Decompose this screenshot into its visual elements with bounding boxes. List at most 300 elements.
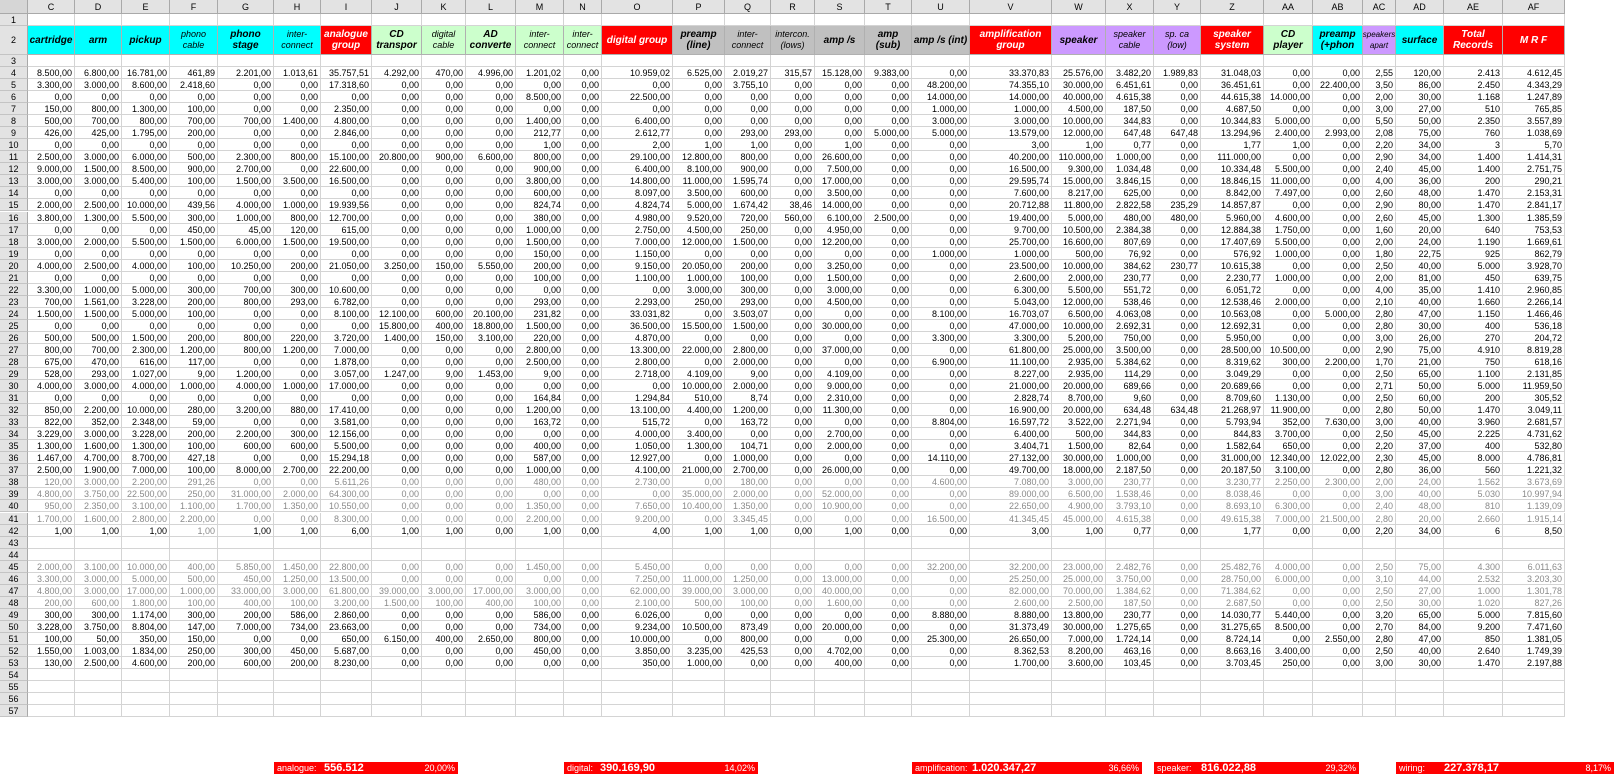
cell[interactable]: 30.000,00 bbox=[1052, 452, 1106, 464]
cell[interactable] bbox=[75, 681, 122, 693]
cell[interactable] bbox=[1106, 14, 1154, 26]
cell[interactable] bbox=[564, 669, 602, 681]
cell[interactable] bbox=[725, 549, 771, 561]
cell[interactable] bbox=[1313, 549, 1363, 561]
cell[interactable]: 8.663,16 bbox=[1201, 645, 1264, 657]
cell[interactable]: 0,00 bbox=[564, 139, 602, 151]
cell[interactable]: 10.563,08 bbox=[1201, 308, 1264, 320]
cell[interactable]: 15.294,18 bbox=[321, 452, 372, 464]
cell[interactable]: 2.300,00 bbox=[218, 151, 274, 163]
cell[interactable]: 100,00 bbox=[170, 308, 218, 320]
cell[interactable]: 5.043,00 bbox=[970, 296, 1052, 308]
cell[interactable]: 48,00 bbox=[1396, 500, 1444, 512]
row-header[interactable]: 34 bbox=[0, 428, 28, 440]
cell[interactable] bbox=[516, 537, 564, 549]
cell[interactable]: 0,00 bbox=[372, 163, 422, 175]
cell[interactable]: 2.640 bbox=[1444, 645, 1503, 657]
cell[interactable]: 0,00 bbox=[422, 79, 466, 91]
cell[interactable]: 0,00 bbox=[1264, 525, 1313, 537]
cell[interactable]: 3.228,00 bbox=[28, 621, 75, 633]
cell[interactable] bbox=[516, 55, 564, 67]
row-header[interactable]: 17 bbox=[0, 224, 28, 236]
cell[interactable]: 3.000,00 bbox=[75, 585, 122, 597]
row-header[interactable]: 2 bbox=[0, 26, 28, 55]
cell[interactable]: 3.250,00 bbox=[815, 260, 865, 272]
cell[interactable]: 31.275,65 bbox=[1201, 621, 1264, 633]
cell[interactable]: 2.993,00 bbox=[1313, 127, 1363, 139]
cell[interactable]: 1.470 bbox=[1444, 404, 1503, 416]
cell[interactable] bbox=[815, 549, 865, 561]
cell[interactable]: 0,00 bbox=[274, 91, 321, 103]
cell[interactable]: 0,00 bbox=[75, 139, 122, 151]
cell[interactable]: 0,00 bbox=[815, 356, 865, 368]
cell[interactable]: 0,00 bbox=[274, 127, 321, 139]
cell[interactable]: 22.650,00 bbox=[970, 500, 1052, 512]
cell[interactable]: 0,00 bbox=[466, 452, 516, 464]
cell[interactable] bbox=[912, 681, 970, 693]
cell[interactable]: 807,69 bbox=[1106, 236, 1154, 248]
cell[interactable]: 500,00 bbox=[1052, 428, 1106, 440]
cell[interactable]: 0,00 bbox=[771, 392, 815, 404]
cell[interactable]: 0,00 bbox=[564, 476, 602, 488]
cell[interactable]: 5,50 bbox=[1363, 115, 1396, 127]
column-header[interactable]: AA bbox=[1264, 0, 1313, 14]
cell[interactable]: 0,00 bbox=[564, 79, 602, 91]
cell[interactable]: 7.500,00 bbox=[815, 163, 865, 175]
cell[interactable]: 0,00 bbox=[422, 476, 466, 488]
cell[interactable]: 1,00 bbox=[516, 139, 564, 151]
cell[interactable]: 0,00 bbox=[912, 525, 970, 537]
cell[interactable] bbox=[1444, 693, 1503, 705]
cell[interactable]: 74.355,10 bbox=[970, 79, 1052, 91]
cell[interactable]: 1.003,00 bbox=[75, 645, 122, 657]
cell[interactable]: 0,00 bbox=[170, 320, 218, 332]
cell[interactable]: 1.130,00 bbox=[1264, 392, 1313, 404]
cell[interactable]: 675,00 bbox=[28, 356, 75, 368]
cell[interactable]: 1.381,05 bbox=[1503, 633, 1565, 645]
cell[interactable]: 560,00 bbox=[771, 212, 815, 224]
cell[interactable]: 2.230,77 bbox=[1201, 272, 1264, 284]
cell[interactable] bbox=[28, 549, 75, 561]
cell[interactable] bbox=[725, 681, 771, 693]
row-header[interactable]: 6 bbox=[0, 91, 28, 103]
cell[interactable]: 103,45 bbox=[1106, 657, 1154, 669]
cell[interactable]: 0,00 bbox=[372, 452, 422, 464]
cell[interactable]: 0,00 bbox=[771, 633, 815, 645]
cell[interactable] bbox=[170, 669, 218, 681]
cell[interactable]: 20.187,50 bbox=[1201, 464, 1264, 476]
cell[interactable]: 293,00 bbox=[771, 127, 815, 139]
cell[interactable] bbox=[970, 537, 1052, 549]
row-header[interactable]: 55 bbox=[0, 681, 28, 693]
cell[interactable]: 27,00 bbox=[1396, 103, 1444, 115]
cell[interactable]: 5.000,00 bbox=[122, 284, 170, 296]
cell[interactable]: 1,00 bbox=[274, 525, 321, 537]
cell[interactable]: 5.850,00 bbox=[218, 561, 274, 573]
cell[interactable]: 15.128,00 bbox=[815, 67, 865, 79]
cell[interactable] bbox=[422, 681, 466, 693]
cell[interactable]: 0,00 bbox=[865, 175, 912, 187]
cell[interactable]: 45.000,00 bbox=[1052, 513, 1106, 525]
cell[interactable] bbox=[815, 55, 865, 67]
cell[interactable]: 0,00 bbox=[564, 488, 602, 500]
cell[interactable]: 0,00 bbox=[564, 91, 602, 103]
cell[interactable]: 2.860,00 bbox=[321, 609, 372, 621]
cell[interactable]: 1.300,00 bbox=[28, 440, 75, 452]
cell[interactable]: 117,00 bbox=[170, 356, 218, 368]
cell[interactable]: 8.100,00 bbox=[321, 308, 372, 320]
cell[interactable]: 4.109,00 bbox=[815, 368, 865, 380]
cell[interactable]: 0,00 bbox=[274, 476, 321, 488]
cell[interactable]: 0,00 bbox=[321, 320, 372, 332]
column-title[interactable] bbox=[1444, 26, 1503, 55]
cell[interactable]: 3.928,70 bbox=[1503, 260, 1565, 272]
cell[interactable]: 0,00 bbox=[422, 284, 466, 296]
row-header[interactable]: 25 bbox=[0, 320, 28, 332]
cell[interactable] bbox=[1313, 14, 1363, 26]
cell[interactable] bbox=[1444, 14, 1503, 26]
cell[interactable]: 0,00 bbox=[865, 585, 912, 597]
column-header[interactable]: R bbox=[771, 0, 815, 14]
cell[interactable]: 60,00 bbox=[1396, 392, 1444, 404]
cell[interactable]: 0,00 bbox=[422, 645, 466, 657]
cell[interactable]: 1,00 bbox=[1052, 525, 1106, 537]
cell[interactable]: 1,80 bbox=[1363, 248, 1396, 260]
cell[interactable]: 461,89 bbox=[170, 67, 218, 79]
cell[interactable]: 26,00 bbox=[1396, 332, 1444, 344]
cell[interactable]: 3.250,00 bbox=[372, 260, 422, 272]
cell[interactable]: 0,00 bbox=[516, 103, 564, 115]
cell[interactable]: 0,00 bbox=[122, 91, 170, 103]
cell[interactable]: 48.200,00 bbox=[912, 79, 970, 91]
cell[interactable]: 1.050,00 bbox=[602, 440, 673, 452]
cell[interactable]: 1.700,00 bbox=[218, 500, 274, 512]
cell[interactable]: 400,00 bbox=[422, 633, 466, 645]
cell[interactable]: 0,00 bbox=[422, 513, 466, 525]
cell[interactable]: 0,00 bbox=[815, 103, 865, 115]
cell[interactable]: 4.500,00 bbox=[673, 224, 725, 236]
cell[interactable]: 500,00 bbox=[170, 573, 218, 585]
cell[interactable]: 1.300,00 bbox=[122, 103, 170, 115]
cell[interactable]: 230,77 bbox=[1154, 260, 1201, 272]
cell[interactable]: 4,00 bbox=[602, 525, 673, 537]
cell[interactable]: 0,00 bbox=[1313, 464, 1363, 476]
cell[interactable]: 44.615,38 bbox=[1201, 91, 1264, 103]
cell[interactable]: 0,00 bbox=[673, 633, 725, 645]
cell[interactable]: 0,00 bbox=[673, 91, 725, 103]
cell[interactable]: 0,00 bbox=[1154, 115, 1201, 127]
cell[interactable]: 0,00 bbox=[218, 320, 274, 332]
cell[interactable]: 230,77 bbox=[1106, 272, 1154, 284]
column-header[interactable]: AD bbox=[1396, 0, 1444, 14]
cell[interactable]: 17.000,00 bbox=[122, 585, 170, 597]
cell[interactable]: 2,50 bbox=[1363, 260, 1396, 272]
cell[interactable]: 39.000,00 bbox=[673, 585, 725, 597]
cell[interactable]: 2.500,00 bbox=[28, 151, 75, 163]
cell[interactable]: 0,00 bbox=[466, 344, 516, 356]
cell[interactable]: 40,00 bbox=[1396, 416, 1444, 428]
cell[interactable]: 950,00 bbox=[28, 500, 75, 512]
cell[interactable]: 0,00 bbox=[1154, 488, 1201, 500]
cell[interactable]: 10.344,83 bbox=[1201, 115, 1264, 127]
cell[interactable]: 600,00 bbox=[75, 597, 122, 609]
cell[interactable]: 700,00 bbox=[218, 284, 274, 296]
cell[interactable] bbox=[1052, 55, 1106, 67]
cell[interactable]: 0,00 bbox=[673, 452, 725, 464]
cell[interactable]: 0,00 bbox=[912, 284, 970, 296]
cell[interactable] bbox=[1363, 705, 1396, 717]
cell[interactable]: 300,00 bbox=[274, 284, 321, 296]
cell[interactable]: 0,00 bbox=[218, 272, 274, 284]
cell[interactable]: 0,00 bbox=[422, 657, 466, 669]
cell[interactable]: 2.200,00 bbox=[170, 513, 218, 525]
cell[interactable]: 0,00 bbox=[422, 621, 466, 633]
cell[interactable]: 22.600,00 bbox=[321, 163, 372, 175]
cell[interactable]: 0,00 bbox=[321, 392, 372, 404]
column-header[interactable]: P bbox=[673, 0, 725, 14]
cell[interactable]: 0,00 bbox=[771, 573, 815, 585]
row-header[interactable]: 19 bbox=[0, 248, 28, 260]
cell[interactable]: 25.700,00 bbox=[970, 236, 1052, 248]
cell[interactable]: 0,00 bbox=[673, 332, 725, 344]
cell[interactable]: 0,00 bbox=[1313, 248, 1363, 260]
cell[interactable] bbox=[75, 55, 122, 67]
cell[interactable]: 2.500,00 bbox=[516, 356, 564, 368]
cell[interactable]: 1.385,59 bbox=[1503, 212, 1565, 224]
cell[interactable]: 76,92 bbox=[1106, 248, 1154, 260]
cell[interactable]: 100,00 bbox=[170, 175, 218, 187]
cell[interactable]: 235,29 bbox=[1154, 199, 1201, 211]
cell[interactable] bbox=[28, 693, 75, 705]
cell[interactable]: 2,90 bbox=[1363, 199, 1396, 211]
cell[interactable]: 0,00 bbox=[564, 103, 602, 115]
cell[interactable]: 3.750,00 bbox=[1106, 573, 1154, 585]
cell[interactable]: 800,00 bbox=[75, 103, 122, 115]
cell[interactable]: 1.000,00 bbox=[516, 464, 564, 476]
column-title[interactable] bbox=[372, 26, 422, 55]
cell[interactable]: 2.450 bbox=[1444, 79, 1503, 91]
cell[interactable]: 0,00 bbox=[1313, 404, 1363, 416]
cell[interactable]: 1.500,00 bbox=[274, 236, 321, 248]
cell[interactable]: 0,00 bbox=[372, 199, 422, 211]
cell[interactable]: 3.000,00 bbox=[970, 115, 1052, 127]
cell[interactable]: 0,00 bbox=[122, 272, 170, 284]
cell[interactable]: 8.500,00 bbox=[1264, 621, 1313, 633]
cell[interactable] bbox=[122, 681, 170, 693]
cell[interactable]: 1.100 bbox=[1444, 368, 1503, 380]
cell[interactable]: 2.187,50 bbox=[1106, 464, 1154, 476]
cell[interactable]: 1,70 bbox=[1363, 356, 1396, 368]
cell[interactable]: 0,00 bbox=[1154, 356, 1201, 368]
cell[interactable]: 0,00 bbox=[865, 236, 912, 248]
cell[interactable]: 7.650,00 bbox=[602, 500, 673, 512]
cell[interactable]: 1.500,00 bbox=[218, 175, 274, 187]
cell[interactable]: 2.681,57 bbox=[1503, 416, 1565, 428]
cell[interactable]: 0,00 bbox=[466, 284, 516, 296]
cell[interactable]: 12.884,38 bbox=[1201, 224, 1264, 236]
cell[interactable]: 305,52 bbox=[1503, 392, 1565, 404]
cell[interactable] bbox=[1154, 549, 1201, 561]
cell[interactable]: 86,00 bbox=[1396, 79, 1444, 91]
cell[interactable]: 3,00 bbox=[1363, 488, 1396, 500]
cell[interactable]: 2.000,00 bbox=[274, 488, 321, 500]
cell[interactable]: 0,00 bbox=[1154, 224, 1201, 236]
cell[interactable]: 0,00 bbox=[372, 236, 422, 248]
cell[interactable]: 0,00 bbox=[865, 296, 912, 308]
cell[interactable]: 0,00 bbox=[466, 440, 516, 452]
cell[interactable]: 2.350,00 bbox=[321, 103, 372, 115]
cell[interactable] bbox=[673, 14, 725, 26]
cell[interactable]: 689,66 bbox=[1106, 380, 1154, 392]
cell[interactable]: 0,00 bbox=[422, 163, 466, 175]
cell[interactable] bbox=[422, 537, 466, 549]
cell[interactable]: 40,00 bbox=[1396, 296, 1444, 308]
cell[interactable]: 0,00 bbox=[122, 187, 170, 199]
cell[interactable]: 8.804,00 bbox=[912, 416, 970, 428]
cell[interactable]: 1.000,00 bbox=[673, 657, 725, 669]
cell[interactable] bbox=[516, 693, 564, 705]
cell[interactable]: 0,00 bbox=[564, 633, 602, 645]
cell[interactable]: 1.450,00 bbox=[274, 561, 321, 573]
row-header[interactable]: 26 bbox=[0, 332, 28, 344]
cell[interactable] bbox=[1052, 549, 1106, 561]
cell[interactable] bbox=[1154, 55, 1201, 67]
cell[interactable]: 6.500,00 bbox=[1052, 488, 1106, 500]
cell[interactable]: 0,00 bbox=[1264, 380, 1313, 392]
cell[interactable]: 10.500,00 bbox=[1052, 224, 1106, 236]
cell[interactable]: 12.100,00 bbox=[372, 308, 422, 320]
cell[interactable]: 427,18 bbox=[170, 452, 218, 464]
cell[interactable]: 1.201,02 bbox=[516, 67, 564, 79]
cell[interactable]: 293,00 bbox=[725, 127, 771, 139]
cell[interactable]: 0,00 bbox=[122, 392, 170, 404]
cell[interactable]: 12.000,00 bbox=[673, 236, 725, 248]
cell[interactable]: 862,79 bbox=[1503, 248, 1565, 260]
cell[interactable]: 2.600,00 bbox=[970, 272, 1052, 284]
cell[interactable]: 12.692,31 bbox=[1201, 320, 1264, 332]
cell[interactable]: 15.000,00 bbox=[1052, 175, 1106, 187]
cell[interactable] bbox=[865, 537, 912, 549]
cell[interactable]: 300,00 bbox=[1264, 356, 1313, 368]
cell[interactable]: 104,71 bbox=[725, 440, 771, 452]
cell[interactable]: 0,00 bbox=[912, 464, 970, 476]
cell[interactable]: 0,00 bbox=[564, 199, 602, 211]
cell[interactable]: 81,00 bbox=[1396, 272, 1444, 284]
cell[interactable]: 31.373,49 bbox=[970, 621, 1052, 633]
row-header[interactable]: 49 bbox=[0, 609, 28, 621]
cell[interactable]: 0,00 bbox=[725, 561, 771, 573]
cell[interactable]: 0,00 bbox=[912, 573, 970, 585]
cell[interactable]: 0,00 bbox=[1154, 392, 1201, 404]
cell[interactable]: 35.000,00 bbox=[673, 488, 725, 500]
cell[interactable]: 0,00 bbox=[912, 645, 970, 657]
cell[interactable]: 1.200,00 bbox=[274, 344, 321, 356]
cell[interactable]: 0,00 bbox=[218, 513, 274, 525]
cell[interactable]: 0,00 bbox=[1154, 151, 1201, 163]
cell[interactable]: 0,00 bbox=[865, 187, 912, 199]
column-title[interactable] bbox=[1313, 26, 1363, 55]
cell[interactable]: 0,00 bbox=[372, 175, 422, 187]
cell[interactable]: 0,00 bbox=[422, 452, 466, 464]
cell[interactable]: 0,00 bbox=[912, 199, 970, 211]
cell[interactable]: 1.400 bbox=[1444, 151, 1503, 163]
cell[interactable]: 2,50 bbox=[1363, 585, 1396, 597]
cell[interactable]: 1.000,00 bbox=[912, 103, 970, 115]
cell[interactable]: 480,00 bbox=[1106, 212, 1154, 224]
cell[interactable]: 0,00 bbox=[865, 392, 912, 404]
cell[interactable]: 2,50 bbox=[1363, 597, 1396, 609]
cell[interactable]: 0,00 bbox=[602, 284, 673, 296]
cell[interactable]: 0,00 bbox=[865, 525, 912, 537]
cell[interactable]: 0,00 bbox=[912, 296, 970, 308]
cell[interactable]: 3.000,00 bbox=[28, 236, 75, 248]
cell[interactable]: 5.000,00 bbox=[1052, 212, 1106, 224]
cell[interactable]: 1.168 bbox=[1444, 91, 1503, 103]
cell[interactable]: 5.500,00 bbox=[321, 440, 372, 452]
cell[interactable]: 6.782,00 bbox=[321, 296, 372, 308]
cell[interactable]: 0,00 bbox=[466, 356, 516, 368]
cell[interactable]: 3.557,89 bbox=[1503, 115, 1565, 127]
cell[interactable]: 82,64 bbox=[1106, 440, 1154, 452]
cell[interactable]: 734,00 bbox=[516, 621, 564, 633]
cell[interactable]: 2.730,00 bbox=[602, 476, 673, 488]
cell[interactable]: 0,00 bbox=[673, 115, 725, 127]
cell[interactable]: 0,00 bbox=[564, 645, 602, 657]
cell[interactable]: 25.250,00 bbox=[970, 573, 1052, 585]
cell[interactable]: 4.612,45 bbox=[1503, 67, 1565, 79]
cell[interactable]: 0,00 bbox=[466, 573, 516, 585]
column-header[interactable]: X bbox=[1106, 0, 1154, 14]
cell[interactable] bbox=[673, 55, 725, 67]
row-header[interactable]: 32 bbox=[0, 404, 28, 416]
cell[interactable]: 36.451,61 bbox=[1201, 79, 1264, 91]
cell[interactable]: 0,00 bbox=[815, 308, 865, 320]
cell[interactable] bbox=[1052, 14, 1106, 26]
cell[interactable]: 2,50 bbox=[1363, 645, 1396, 657]
cell[interactable]: 1,00 bbox=[815, 525, 865, 537]
cell[interactable] bbox=[865, 14, 912, 26]
column-title[interactable] bbox=[725, 26, 771, 55]
cell[interactable]: 4.292,00 bbox=[372, 67, 422, 79]
cell[interactable] bbox=[321, 681, 372, 693]
cell[interactable]: 4.343,29 bbox=[1503, 79, 1565, 91]
cell[interactable] bbox=[602, 55, 673, 67]
cell[interactable]: 3.228,00 bbox=[122, 428, 170, 440]
cell[interactable]: 75,00 bbox=[1396, 344, 1444, 356]
cell[interactable]: 39.000,00 bbox=[372, 585, 422, 597]
cell[interactable]: 0,00 bbox=[1264, 284, 1313, 296]
cell[interactable]: 800,00 bbox=[218, 296, 274, 308]
cell[interactable]: 0,00 bbox=[75, 248, 122, 260]
cell[interactable]: 2,50 bbox=[1363, 428, 1396, 440]
cell[interactable]: 480,00 bbox=[516, 476, 564, 488]
cell[interactable] bbox=[75, 705, 122, 717]
cell[interactable]: 29.595,74 bbox=[970, 175, 1052, 187]
cell[interactable] bbox=[1444, 537, 1503, 549]
cell[interactable]: 4,00 bbox=[1363, 284, 1396, 296]
cell[interactable]: 17.000,00 bbox=[466, 585, 516, 597]
cell[interactable]: 600,00 bbox=[422, 308, 466, 320]
cell[interactable]: 64.300,00 bbox=[321, 488, 372, 500]
cell[interactable]: 20.100,00 bbox=[466, 308, 516, 320]
cell[interactable]: 114,29 bbox=[1106, 368, 1154, 380]
cell[interactable]: 10.000,00 bbox=[602, 633, 673, 645]
cell[interactable]: 0,00 bbox=[516, 380, 564, 392]
cell[interactable]: 0,00 bbox=[865, 488, 912, 500]
cell[interactable]: 13.100,00 bbox=[602, 404, 673, 416]
cell[interactable] bbox=[1201, 14, 1264, 26]
cell[interactable]: 2,60 bbox=[1363, 187, 1396, 199]
